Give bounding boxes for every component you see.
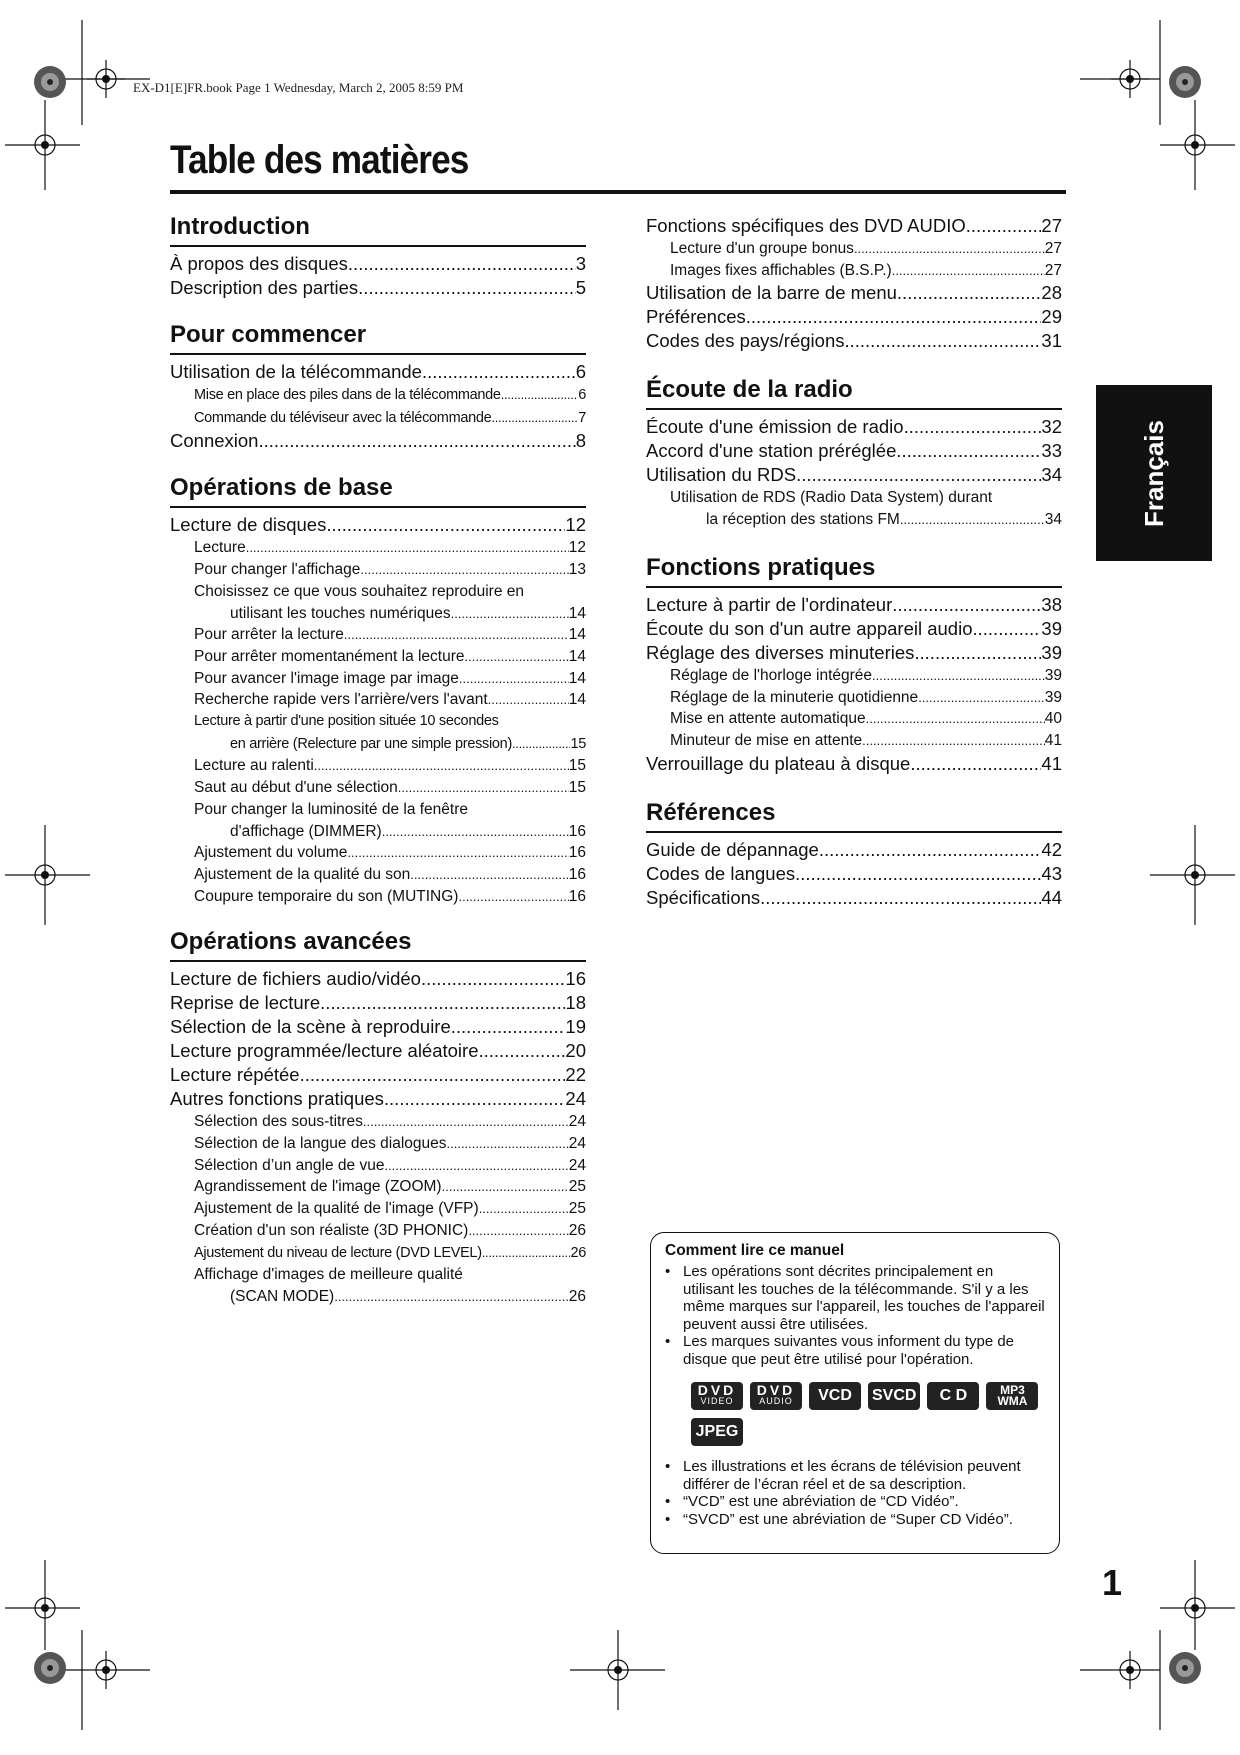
toc-page-number: 29	[1041, 306, 1062, 328]
toc-entry-label-continued: en arrière (Relecture par une simple pression)	[230, 735, 512, 752]
toc-entry-label: Pour arrêter momentanément la lecture	[194, 647, 465, 665]
toc-subentry-label: Choisissez ce que vous souhaitez reproduire en	[194, 582, 524, 600]
disc-badge	[750, 1382, 802, 1410]
toc-entry	[646, 862, 1062, 886]
toc-leader-dots	[892, 593, 1041, 617]
toc-leader-dots	[914, 641, 1041, 665]
bullet-dot: •	[665, 1458, 671, 1475]
toc-entry-label: Sélection d’un angle de vue	[194, 1156, 385, 1174]
toc-page-number: 14	[568, 669, 586, 687]
toc-page-number: 14	[568, 647, 586, 665]
toc-entry-label: Codes de langues	[646, 862, 796, 884]
bullet-item	[665, 1333, 1045, 1368]
toc-entry-label-continued: d'affichage (DIMMER)	[230, 822, 382, 840]
toc-section	[170, 320, 586, 453]
toc-page-number: 39	[1044, 688, 1062, 706]
toc-entry-label: Ajustement du volume	[194, 844, 348, 862]
toc-leader-dots	[904, 415, 1042, 439]
disc-badge: C D	[927, 1382, 979, 1410]
bullet-item	[665, 1511, 1045, 1529]
toc-leader-dots	[410, 864, 568, 886]
toc-page-number: 25	[568, 1200, 586, 1218]
toc-page-number: 41	[1044, 731, 1062, 749]
toc-leader-dots	[844, 329, 1041, 353]
toc-page-number: 19	[565, 1016, 586, 1038]
toc-entry-label: Pour changer l'affichage	[194, 561, 361, 579]
toc-entry-label: Utilisation de la barre de menu	[646, 282, 897, 304]
toc-entry	[646, 329, 1062, 353]
badge-bottom: AUDIO	[759, 1396, 793, 1406]
toc-entry-label: Fonctions spécifiques des DVD AUDIO	[646, 215, 966, 236]
bullet-text: Les illustrations et les écrans de télévision peuvent différer de l’écran réel et de sa description.	[683, 1458, 1021, 1493]
toc-page-number: 24	[568, 1113, 586, 1131]
toc-page-number: 22	[565, 1064, 586, 1086]
toc-entry-label: Réglage de la minuterie quotidienne	[670, 688, 919, 706]
toc-subentry-label: Lecture à partir d'une position située 10 secondes	[194, 713, 499, 730]
toc-page-number: 20	[565, 1040, 586, 1062]
toc-leader-dots	[854, 238, 1045, 260]
page-title: Table des matières	[170, 138, 469, 182]
toc-section	[646, 375, 1062, 530]
toc-leader-dots	[246, 537, 569, 559]
toc-page-number: 13	[568, 561, 586, 579]
toc-entry-label: Pour arrêter la lecture	[194, 626, 344, 644]
box-bullets-bottom	[665, 1458, 1045, 1528]
bullet-dot: •	[665, 1333, 671, 1350]
toc-continued-block	[646, 214, 1062, 353]
toc-entry-label: Ajustement du niveau de lecture (DVD LEVEL)	[194, 1244, 482, 1261]
toc-entry	[170, 252, 586, 276]
toc-entry-label: Lecture de fichiers audio/vidéo	[170, 968, 421, 990]
toc-entry-label: Autres fonctions pratiques	[170, 1088, 384, 1110]
toc-subentry	[646, 687, 1062, 709]
toc-subentry	[170, 407, 586, 430]
toc-entry-label: Lecture de disques	[170, 514, 327, 536]
toc-subentry	[170, 1198, 586, 1220]
toc-page-number: 16	[568, 844, 586, 862]
toc-leader-dots	[796, 463, 1041, 487]
toc-entry-label: Saut au début d'une sélection	[194, 779, 398, 797]
toc-entry-label: Recherche rapide vers l'arrière/vers l'avant	[194, 691, 488, 709]
toc-entry	[170, 429, 586, 453]
toc-entry	[646, 641, 1062, 665]
toc-subentry	[170, 537, 586, 559]
section-heading: Opérations de base	[170, 473, 586, 508]
section-heading: Références	[646, 798, 1062, 833]
toc-entry-label: Écoute d'une émission de radio	[646, 416, 904, 438]
language-tab	[1096, 385, 1212, 561]
toc-entry-label: Reprise de lecture	[170, 992, 321, 1014]
bullet-text: “SVCD” est une abréviation de “Super CD Vidéo”.	[683, 1510, 1013, 1528]
toc-subentry	[170, 864, 586, 886]
toc-subentry	[170, 603, 586, 625]
toc-leader-dots	[479, 1198, 569, 1220]
toc-entry-label: Description des parties	[170, 277, 359, 298]
toc-entry-label: Mise en attente automatique	[670, 710, 866, 728]
toc-page-number: 15	[570, 735, 586, 752]
toc-leader-dots	[384, 1155, 568, 1177]
toc-page-number: 14	[568, 691, 586, 709]
toc-entry-label: Lecture programmée/lecture aléatoire	[170, 1040, 479, 1062]
toc-subentry	[170, 1242, 586, 1265]
toc-entry	[646, 305, 1062, 329]
toc-page-number: 43	[1041, 862, 1062, 884]
toc-entry-label: Lecture à partir de l'ordinateur	[646, 593, 893, 615]
toc-leader-dots	[326, 513, 565, 537]
toc-page-number: 42	[1041, 838, 1062, 860]
toc-entry-label: Lecture	[194, 539, 246, 557]
toc-entry-label: Minuteur de mise en attente	[670, 731, 863, 749]
toc-leader-dots	[451, 1015, 566, 1039]
toc-entry-label: Écoute du son d'un autre appareil audio	[646, 617, 973, 639]
toc-page-number: 15	[568, 757, 586, 775]
disc-badge	[986, 1382, 1038, 1410]
toc-page-number: 26	[568, 1287, 586, 1305]
language-label: Français	[1138, 419, 1169, 527]
toc-entry-label: Réglage de l'horloge intégrée	[670, 666, 873, 684]
bullet-dot: •	[665, 1493, 671, 1510]
toc-entry-label: Mise en place des piles dans de la télécommande	[194, 387, 501, 403]
toc-entry-label: Ajustement de la qualité de l'image (VFP)	[194, 1200, 479, 1218]
toc-leader-dots	[258, 429, 575, 453]
badge-bottom: VIDEO	[700, 1396, 734, 1406]
toc-entry-label: Codes des pays/régions	[646, 330, 845, 352]
toc-entry-label: Connexion	[170, 430, 259, 452]
toc-leader-dots	[897, 281, 1042, 305]
print-header: EX-D1[E]FR.book Page 1 Wednesday, March 2, 2005 8:59 PM	[133, 80, 464, 95]
bullet-dot: •	[665, 1510, 671, 1528]
toc-leader-dots	[465, 646, 569, 668]
toc-entry	[646, 752, 1062, 776]
toc-subentry	[170, 668, 586, 690]
toc-subentry	[170, 1155, 586, 1177]
toc-entry-label-continued: utilisant les touches numériques	[230, 604, 451, 622]
toc-entry-label: Commande du téléviseur avec la télécommande	[194, 409, 492, 426]
toc-entry	[646, 439, 1062, 463]
toc-entry-label: Utilisation de la télécommande	[170, 361, 422, 382]
toc-entry	[170, 991, 586, 1015]
toc-leader-dots	[910, 752, 1041, 776]
section-heading: Introduction	[170, 212, 586, 247]
toc-page-number: 28	[1041, 282, 1062, 304]
toc-left-column	[170, 212, 586, 1328]
toc-subentry	[170, 842, 586, 864]
bullet-text: Les opérations sont décrites principalement en utilisant les touches de la télécommande. S'il y a les même marques sur l'appareil, les touches de l'appareil peuvent aussi être utilisées.	[683, 1263, 1045, 1333]
toc-leader-dots	[512, 733, 570, 755]
toc-page-number: 3	[575, 253, 586, 274]
toc-leader-dots	[442, 1176, 569, 1198]
toc-entry-label: Création d'un son réaliste (3D PHONIC)	[194, 1221, 469, 1239]
toc-entry-label: Spécifications	[646, 886, 761, 908]
toc-entry-label: Lecture répétée	[170, 1064, 300, 1086]
box-title: Comment lire ce manuel	[665, 1242, 845, 1259]
toc-page-number: 26	[568, 1221, 586, 1239]
toc-entry-label-continued: la réception des stations FM	[706, 511, 900, 529]
toc-subentry	[170, 559, 586, 581]
toc-leader-dots	[459, 668, 569, 690]
toc-section	[170, 212, 586, 300]
toc-leader-dots	[348, 252, 576, 276]
toc-entry	[646, 886, 1062, 910]
toc-entry-label: Sélection de la langue des dialogues	[194, 1135, 447, 1153]
toc-entry	[170, 1015, 586, 1039]
toc-subentry	[170, 1111, 586, 1133]
toc-leader-dots	[760, 886, 1041, 910]
toc-entry	[646, 463, 1062, 487]
toc-entry-label: Guide de dépannage	[646, 838, 819, 860]
toc-page-number: 24	[568, 1156, 586, 1174]
bullet-text: Les marques suivantes vous informent du type de disque que peut être utilisé pour l'opération.	[683, 1333, 1015, 1368]
toc-leader-dots	[795, 862, 1041, 886]
toc-subentry-label: Utilisation de RDS (Radio Data System) durant	[670, 489, 993, 507]
toc-page-number: 38	[1041, 593, 1062, 615]
toc-entry-label-continued: (SCAN MODE)	[230, 1287, 335, 1305]
toc-entry	[170, 1063, 586, 1087]
toc-page-number: 33	[1041, 440, 1062, 462]
toc-leader-dots	[966, 214, 1042, 238]
toc-leader-dots	[872, 665, 1045, 687]
toc-page-number: 39	[1044, 666, 1062, 684]
box-bullets-top	[665, 1263, 1045, 1368]
toc-page-number: 40	[1044, 710, 1062, 728]
toc-subentry	[170, 733, 586, 756]
toc-page-number: 24	[568, 1135, 586, 1153]
toc-page-number: 16	[565, 968, 586, 990]
toc-leader-dots	[334, 1286, 569, 1308]
toc-subentry	[170, 755, 586, 777]
toc-leader-dots	[896, 439, 1041, 463]
toc-page-number: 25	[568, 1178, 586, 1196]
toc-entry	[646, 214, 1062, 238]
toc-page-number: 6	[575, 361, 586, 382]
section-heading: Fonctions pratiques	[646, 553, 1062, 588]
toc-entry-label: Sélection des sous-titres	[194, 1113, 363, 1131]
toc-leader-dots	[382, 821, 569, 843]
badge-top: DVD	[697, 1382, 737, 1398]
toc-subentry	[170, 1176, 586, 1198]
toc-page-number: 16	[568, 822, 586, 840]
toc-entry-label: Images fixes affichables (B.S.P.)	[670, 261, 892, 279]
toc-leader-dots	[479, 1039, 566, 1063]
toc-page-number: 41	[1041, 752, 1062, 774]
toc-entry-label: Utilisation du RDS	[646, 464, 797, 486]
toc-subentry-label: Pour changer la luminosité de la fenêtre	[194, 800, 468, 818]
toc-leader-dots	[501, 384, 579, 406]
toc-leader-dots	[447, 1133, 569, 1155]
disc-type-badges	[665, 1368, 1045, 1458]
toc-page-number: 27	[1044, 261, 1062, 279]
toc-entry	[170, 1087, 586, 1111]
section-heading: Opérations avancées	[170, 927, 586, 962]
toc-leader-dots	[892, 260, 1045, 282]
bullet-item	[665, 1493, 1045, 1511]
toc-page-number: 34	[1041, 464, 1062, 486]
disc-badge: JPEG	[691, 1418, 743, 1446]
toc-entry-label: Sélection de la scène à reproduire	[170, 1016, 451, 1038]
toc-page-number: 14	[568, 604, 586, 622]
toc-leader-dots	[320, 991, 565, 1015]
how-to-read-manual-box	[650, 1232, 1060, 1554]
toc-leader-dots	[468, 1220, 568, 1242]
toc-subentry-label: Affichage d'images de meilleure qualité	[194, 1266, 463, 1284]
toc-leader-dots	[458, 886, 568, 908]
toc-entry-label: Coupure temporaire du son (MUTING)	[194, 887, 459, 905]
toc-entry	[170, 967, 586, 991]
toc-leader-dots	[488, 689, 569, 711]
toc-page-number: 44	[1041, 886, 1062, 908]
toc-leader-dots	[819, 838, 1042, 862]
toc-page-number: 16	[568, 887, 586, 905]
toc-leader-dots	[360, 559, 568, 581]
toc-leader-dots	[421, 967, 565, 991]
toc-leader-dots	[398, 777, 569, 799]
toc-subentry	[170, 886, 586, 908]
toc-right-column	[646, 212, 1062, 932]
toc-page-number: 5	[575, 277, 586, 298]
toc-page-number: 24	[565, 1088, 586, 1110]
toc-entry	[170, 276, 586, 300]
disc-badge	[691, 1382, 743, 1410]
toc-page-number: 26	[570, 1244, 586, 1261]
toc-leader-dots	[866, 708, 1045, 730]
section-heading: Pour commencer	[170, 320, 586, 355]
toc-leader-dots	[973, 617, 1042, 641]
badge-top: MP3	[1000, 1383, 1025, 1397]
toc-subentry	[170, 1133, 586, 1155]
toc-leader-dots	[862, 730, 1045, 752]
toc-leader-dots	[384, 1087, 566, 1111]
toc-leader-dots	[746, 305, 1042, 329]
toc-leader-dots	[422, 360, 576, 384]
toc-page-number: 14	[568, 626, 586, 644]
toc-leader-dots	[900, 509, 1045, 531]
toc-leader-dots	[347, 842, 568, 864]
toc-leader-dots	[363, 1111, 569, 1133]
toc-page-number: 8	[575, 430, 586, 452]
toc-entry-label: Agrandissement de l'image (ZOOM)	[194, 1178, 442, 1196]
toc-section	[170, 927, 586, 1307]
toc-page-number: 15	[568, 779, 586, 797]
toc-leader-dots	[358, 276, 576, 300]
toc-leader-dots	[300, 1063, 566, 1087]
toc-leader-dots	[482, 1242, 571, 1264]
toc-leader-dots	[451, 603, 569, 625]
toc-entry-label: Accord d'une station préréglée	[646, 440, 897, 462]
bullet-text: “VCD” est une abréviation de “CD Vidéo”.	[683, 1493, 959, 1510]
toc-entry-label: Pour avancer l'image image par image	[194, 669, 459, 687]
disc-badge: SVCD	[868, 1382, 920, 1410]
toc-subentry	[170, 1220, 586, 1242]
toc-page-number: 6	[578, 387, 586, 403]
toc-page-number: 27	[1041, 215, 1062, 236]
toc-section	[170, 473, 586, 907]
toc-page-number: 7	[578, 409, 586, 426]
page-number: 1	[1102, 1562, 1123, 1603]
toc-entry	[646, 838, 1062, 862]
bullet-item	[665, 1458, 1045, 1493]
toc-page-number: 31	[1041, 330, 1062, 352]
toc-page-number: 39	[1041, 617, 1062, 639]
toc-subentry	[646, 665, 1062, 687]
toc-page-number: 12	[568, 539, 586, 557]
toc-entry-label: Préférences	[646, 306, 746, 328]
toc-subentry	[646, 708, 1062, 730]
toc-entry-label: Ajustement de la qualité du son	[194, 865, 411, 883]
toc-entry	[646, 617, 1062, 641]
toc-entry	[170, 513, 586, 537]
toc-entry	[646, 415, 1062, 439]
badge-bottom: WMA	[997, 1394, 1028, 1408]
toc-page-number: 12	[565, 514, 586, 536]
toc-subentry	[170, 646, 586, 668]
toc-subentry	[646, 238, 1062, 260]
toc-entry	[170, 360, 586, 384]
badge-top: DVD	[756, 1382, 796, 1398]
toc-page-number: 32	[1041, 416, 1062, 438]
toc-entry-label: À propos des disques	[170, 253, 348, 274]
toc-entry-label: Verrouillage du plateau à disque	[646, 752, 911, 774]
section-heading: Écoute de la radio	[646, 375, 1062, 410]
bullet-dot: •	[665, 1263, 671, 1280]
toc-subentry	[170, 1286, 586, 1308]
toc-entry	[646, 593, 1062, 617]
title-rule	[170, 190, 1066, 194]
toc-page-number: 27	[1044, 240, 1062, 257]
toc-subentry	[170, 384, 586, 407]
toc-section	[646, 798, 1062, 910]
toc-page-number: 16	[568, 865, 586, 883]
toc-subentry	[646, 260, 1062, 282]
toc-subentry	[170, 624, 586, 646]
toc-subentry	[646, 509, 1062, 531]
toc-entry-label: Lecture d'un groupe bonus	[670, 240, 854, 257]
toc-page-number: 39	[1041, 641, 1062, 663]
toc-subentry	[646, 730, 1062, 752]
disc-badge: VCD	[809, 1382, 861, 1410]
toc-page-number: 18	[565, 992, 586, 1014]
toc-entry	[646, 281, 1062, 305]
toc-leader-dots	[314, 755, 569, 777]
toc-entry-label: Réglage des diverses minuteries	[646, 641, 915, 663]
toc-entry	[170, 1039, 586, 1063]
toc-leader-dots	[344, 624, 569, 646]
toc-section	[646, 553, 1062, 776]
toc-entry-label: Lecture au ralenti	[194, 757, 314, 775]
toc-subentry	[170, 777, 586, 799]
toc-leader-dots	[491, 407, 578, 429]
bullet-item	[665, 1263, 1045, 1333]
toc-subentry	[170, 689, 586, 711]
toc-leader-dots	[918, 687, 1045, 709]
toc-subentry	[170, 821, 586, 843]
toc-page-number: 34	[1044, 511, 1062, 529]
